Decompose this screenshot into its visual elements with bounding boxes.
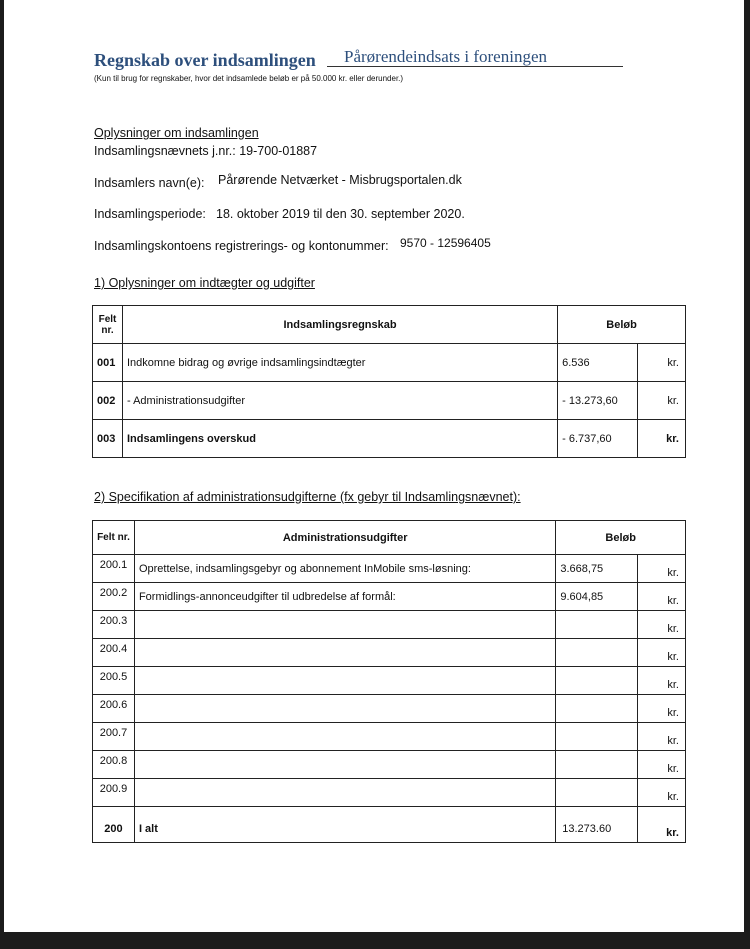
row-nr: 200.3: [93, 611, 135, 639]
row-amount: - 13.273,60: [558, 382, 638, 420]
row-unit: kr.: [638, 611, 686, 639]
row-desc: [134, 751, 555, 779]
period-label: Indsamlingsperiode:: [94, 207, 206, 221]
row-unit: kr.: [638, 344, 686, 382]
row-amount: [556, 695, 638, 723]
row-desc: [134, 723, 555, 751]
table-row: [93, 420, 686, 458]
row-desc: Indsamlingens overskud: [122, 420, 557, 458]
row-desc: Oprettelse, indsamlingsgebyr og abonnement InMobile sms-løsning:: [134, 555, 555, 583]
jnr-value: 19-700-01887: [239, 144, 318, 158]
table-row: [93, 611, 686, 639]
section1-heading: 1) Oplysninger om indtægter og udgifter: [94, 276, 315, 290]
row-nr: 200.9: [93, 779, 135, 807]
table-header-row: [93, 521, 686, 555]
row-unit: kr.: [638, 583, 686, 611]
row-nr: 200.8: [93, 751, 135, 779]
row-nr: 200.6: [93, 695, 135, 723]
row-desc: Formidlings-annonceudgifter til udbredelse af formål:: [134, 583, 555, 611]
row-nr: 002: [93, 382, 123, 420]
row-nr: 003: [93, 420, 123, 458]
table-row: [93, 779, 686, 807]
table-row: [93, 751, 686, 779]
row-amount: [556, 611, 638, 639]
table-row: [93, 695, 686, 723]
row-desc: - Administrationsudgifter: [122, 382, 557, 420]
jnr-label: Indsamlingsnævnets j.nr.:: [94, 144, 236, 158]
row-unit: kr.: [638, 555, 686, 583]
row-amount: 6.536: [558, 344, 638, 382]
row-desc: [134, 667, 555, 695]
row-amount: [556, 639, 638, 667]
row-nr: 200.5: [93, 667, 135, 695]
document-page: [4, 0, 744, 932]
collectors-value: Pårørende Netværket - Misbrugsportalen.dk: [218, 173, 462, 187]
table-row: [93, 583, 686, 611]
document-subtitle: (Kun til brug for regnskaber, hvor det indsamlede beløb er på 50.000 kr. eller derunder.): [94, 74, 404, 83]
table-row: [93, 639, 686, 667]
row-amount: 9.604,85: [556, 583, 638, 611]
admin-expenses-table: [92, 520, 686, 843]
row-unit: kr.: [638, 639, 686, 667]
income-expense-table: [92, 305, 686, 458]
row-amount: [556, 667, 638, 695]
col-header-amount: Beløb: [558, 306, 686, 344]
row-desc: [134, 639, 555, 667]
table-header-row: [93, 306, 686, 344]
col-header-nr: Felt nr.: [93, 521, 135, 555]
col-header-nr: Felt nr.: [93, 306, 123, 344]
row-unit: kr.: [638, 695, 686, 723]
row-desc: Indkomne bidrag og øvrige indsamlingsindtægter: [122, 344, 557, 382]
table-row: [93, 382, 686, 420]
total-desc: I alt: [134, 817, 555, 843]
table-row: [93, 723, 686, 751]
col-header-desc: Indsamlingsregnskab: [122, 306, 557, 344]
organization-name: Pårørendeindsats i foreningen: [344, 47, 547, 66]
row-nr: 200.1: [93, 555, 135, 583]
total-amount: 13.273.60: [556, 817, 638, 843]
total-nr: 200: [93, 817, 135, 843]
row-amount: [556, 751, 638, 779]
table-row: [93, 667, 686, 695]
row-unit: kr.: [638, 420, 686, 458]
total-unit: kr.: [638, 817, 686, 843]
period-value: 18. oktober 2019 til den 30. september 2020.: [216, 207, 465, 221]
row-nr: 200.4: [93, 639, 135, 667]
row-nr: 200.2: [93, 583, 135, 611]
row-amount: - 6.737,60: [558, 420, 638, 458]
document-title: Regnskab over indsamlingen: [94, 50, 316, 70]
col-header-desc: Administrationsudgifter: [134, 521, 555, 555]
row-amount: [556, 723, 638, 751]
row-desc: [134, 611, 555, 639]
account-value: 9570 - 12596405: [400, 236, 491, 250]
row-unit: kr.: [638, 667, 686, 695]
row-unit: kr.: [638, 751, 686, 779]
row-desc: [134, 695, 555, 723]
table-row: [93, 344, 686, 382]
col-header-amount: Beløb: [556, 521, 686, 555]
row-nr: 200.7: [93, 723, 135, 751]
row-amount: [556, 779, 638, 807]
row-unit: kr.: [638, 779, 686, 807]
row-amount: 3.668,75: [556, 555, 638, 583]
row-nr: 001: [93, 344, 123, 382]
row-unit: kr.: [638, 723, 686, 751]
table-row: [93, 555, 686, 583]
spacer-row: [93, 807, 686, 817]
total-row: [93, 817, 686, 843]
account-label: Indsamlingskontoens registrerings- og kontonummer:: [94, 239, 389, 253]
info-heading: Oplysninger om indsamlingen: [94, 126, 259, 140]
section2-heading: 2) Specifikation af administrationsudgifterne (fx gebyr til Indsamlingsnævnet):: [94, 490, 521, 504]
collectors-label: Indsamlers navn(e):: [94, 176, 205, 190]
row-unit: kr.: [638, 382, 686, 420]
jnr-line: [94, 144, 317, 158]
row-desc: [134, 779, 555, 807]
